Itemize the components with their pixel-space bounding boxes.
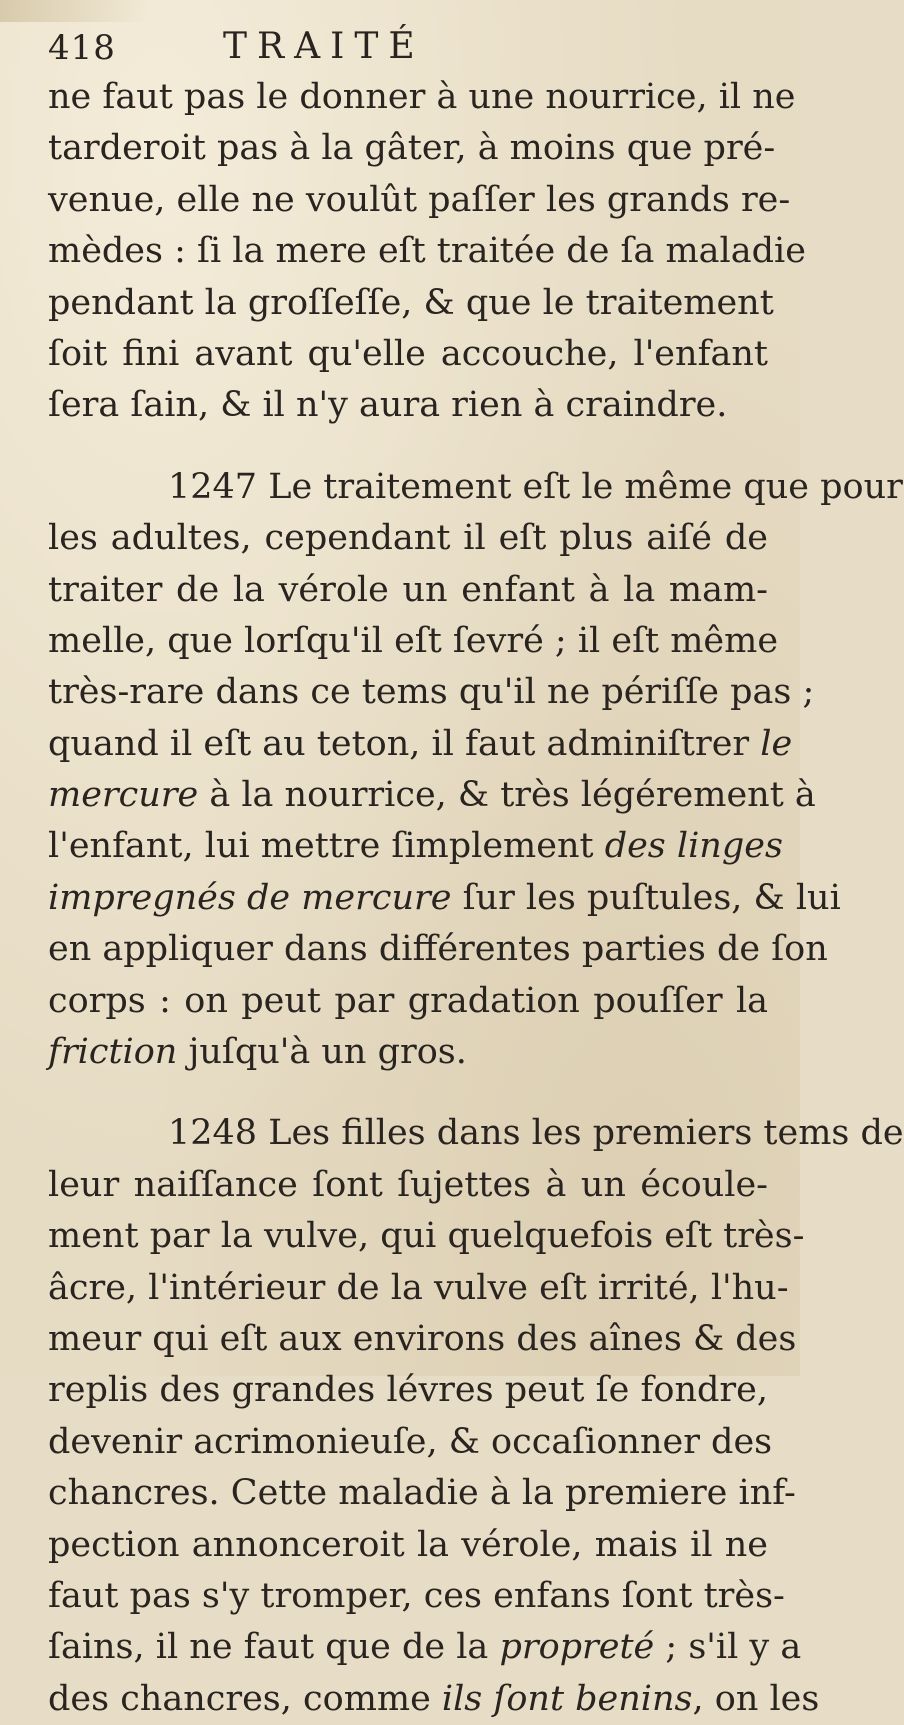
text-line [48,1468,796,1519]
text-line [48,380,768,431]
text-line [48,719,793,770]
text-line [48,1211,805,1262]
text-line [48,1417,773,1468]
text-line [48,1027,768,1078]
text-line [48,1520,768,1571]
text-line [48,1314,797,1365]
text-segment: pection annonceroit la vérole, mais il ne [48,1524,768,1565]
text-line [48,123,776,174]
text-line [48,616,779,667]
text-segment: âcre, l'intérieur de la vulve eſt irrité, l'hu- [48,1267,789,1308]
text-segment: ne faut pas le donner à une nourrice, il ne [48,77,796,117]
text-segment: traiter de la vérole un enfant à la mam- [48,569,768,610]
page-header [48,14,748,74]
text-segment: ſur les puſtules, & lui [451,877,841,918]
page-number: 418 [48,28,116,68]
text-segment: melle, que lorſqu'il eſt ſevré ; il eſt même [48,620,779,661]
text-segment: corps : on peut par gradation pouſſer la [48,980,768,1021]
paragraph [48,72,806,432]
text-line [48,770,816,821]
text-segment: venue, elle ne voulût paſſer les grands re- [48,179,791,220]
text-line [48,821,783,872]
italic-text: friction [48,1032,178,1073]
text-segment: des chancres, comme [48,1678,442,1719]
text-segment: très-rare dans ce tems qu'il ne périſſe pas ; [48,672,815,713]
body-text [48,72,904,1725]
paragraph-gap [48,1078,768,1108]
text-line [48,175,791,226]
text-line [48,1571,785,1622]
text-segment: tarderoit pas à la gâter, à moins que pré- [48,128,776,169]
text-segment: ment par la vulve, qui quelquefois eſt très- [48,1216,805,1257]
text-segment: ſains, il ne faut que de la [48,1627,500,1668]
italic-text: mercure [48,775,199,816]
paragraph-gap [48,432,768,462]
italic-text: propreté [499,1627,655,1668]
text-line [48,226,806,277]
text-segment: meur qui eſt aux environs des aînes & des [48,1318,797,1359]
italic-text: ils ſont benins [441,1678,693,1719]
text-line [48,1622,802,1673]
text-line [48,1108,904,1159]
text-line [48,1160,768,1211]
paragraph [48,1108,904,1725]
text-segment: les adultes, cependant il eſt plus aiſé de [48,518,768,559]
text-line [48,462,903,513]
text-segment: 1247 Le traitement eſt le même que pour [168,466,903,507]
text-segment: replis des grandes lévres peut ſe fondre, [48,1370,768,1411]
text-segment: ſera ſain, & il n'y aura rien à craindre. [48,385,728,426]
text-segment: devenir acrimonieuſe, & occaſionner des [48,1421,773,1462]
text-segment: faut pas s'y tromper, ces enfans ſont très- [48,1575,785,1616]
running-head: TRAITÉ [223,26,425,67]
text-line [48,667,815,718]
italic-text: impregnés de mercure [48,877,452,918]
text-line [48,72,796,123]
text-segment: ſoit fini avant qu'elle accouche, l'enfant [48,333,768,374]
text-line [48,1674,820,1725]
text-segment: 1248 Les filles dans les premiers tems de [168,1113,904,1154]
text-line [48,329,768,380]
text-line [48,565,768,616]
text-segment: en appliquer dans différentes parties de ſon [48,929,828,970]
text-segment: juſqu'à un gros. [177,1032,467,1073]
text-line [48,278,774,329]
text-segment: , on les [692,1678,820,1719]
text-segment: l'enfant, lui mettre ſimplement [48,826,605,867]
text-segment: leur naiſſance ſont ſujettes à un écoule- [48,1164,768,1205]
italic-text: des linges [604,826,783,867]
text-segment: pendant la groſſeſſe, & que le traitement [48,282,774,323]
text-line [48,1365,768,1416]
text-segment: ; s'il y a [654,1627,802,1668]
text-line [48,513,768,564]
text-line [48,1263,789,1314]
text-line [48,873,841,924]
text-segment: chancres. Cette maladie à la premiere inf- [48,1473,796,1514]
text-line [48,976,768,1027]
text-segment: mèdes : ſi la mere eſt traitée de ſa maladie [48,231,806,272]
text-segment: à la nourrice, & très légérement à [198,775,816,816]
text-line [48,924,828,975]
paragraph [48,462,903,1079]
italic-text: le [760,723,793,764]
text-segment: quand il eſt au teton, il faut adminiſtrer [48,723,761,764]
